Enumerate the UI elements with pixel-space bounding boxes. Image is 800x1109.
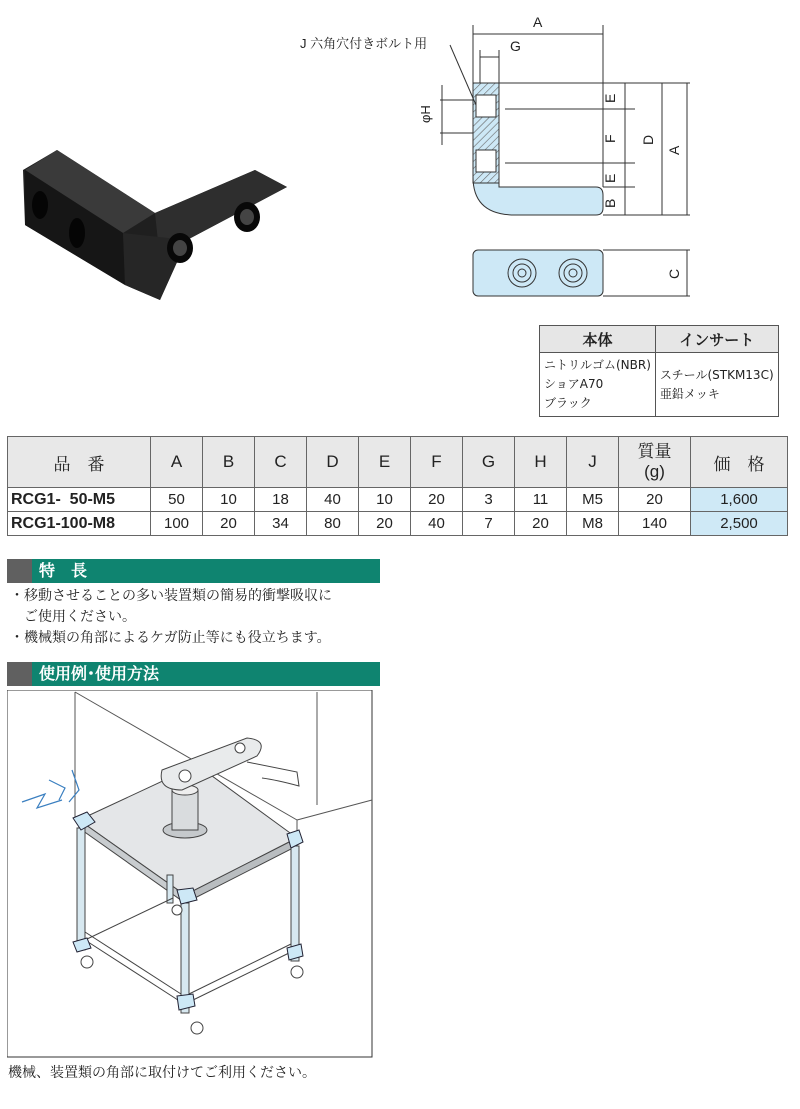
product-photo bbox=[15, 145, 295, 305]
cell: 10 bbox=[203, 488, 255, 512]
dim-e-1: E bbox=[602, 93, 618, 103]
material-body-cell bbox=[540, 353, 656, 417]
material-header-body: 本体 bbox=[540, 326, 656, 353]
insert-line: 亜鉛メッキ bbox=[659, 386, 720, 401]
cell-price: 2,500 bbox=[691, 512, 788, 536]
cell: 140 bbox=[619, 512, 691, 536]
cell: 40 bbox=[411, 512, 463, 536]
dim-h: φH bbox=[418, 105, 433, 123]
dim-e-2: E bbox=[602, 173, 618, 183]
spec-table bbox=[7, 436, 788, 536]
header-j: J bbox=[567, 437, 619, 488]
header-part-number: 品 番 bbox=[8, 437, 151, 488]
dim-c: C bbox=[666, 268, 682, 279]
feature-line: ・移動させることの多い装置類の簡易的衝撃吸収に bbox=[10, 588, 332, 604]
cell: 20 bbox=[203, 512, 255, 536]
cell: 40 bbox=[307, 488, 359, 512]
cell-price: 1,600 bbox=[691, 488, 788, 512]
body-line: ニトリルゴム(NBR) bbox=[544, 358, 651, 372]
body-line: ショアA70 bbox=[544, 377, 604, 391]
header-a: A bbox=[151, 437, 203, 488]
technical-drawing bbox=[290, 5, 710, 310]
features-list bbox=[10, 586, 332, 649]
header-price: 価 格 bbox=[691, 437, 788, 488]
feature-line: ご使用ください。 bbox=[10, 609, 136, 625]
material-table bbox=[539, 325, 779, 417]
features-heading: 特 長 bbox=[7, 559, 380, 583]
header-d: D bbox=[307, 437, 359, 488]
cell: 20 bbox=[411, 488, 463, 512]
cell: M5 bbox=[567, 488, 619, 512]
header-f: F bbox=[411, 437, 463, 488]
header-b: B bbox=[203, 437, 255, 488]
hole-note: J 六角穴付きボルト用 bbox=[300, 36, 428, 51]
cell: M8 bbox=[567, 512, 619, 536]
dim-f: F bbox=[602, 134, 618, 143]
cell: 80 bbox=[307, 512, 359, 536]
insert-line: スチール(STKM13C) bbox=[659, 367, 774, 382]
material-insert-cell bbox=[655, 353, 778, 417]
feature-line: ・機械類の角部によるケガ防止等にも役立ちます。 bbox=[10, 630, 331, 646]
table-row bbox=[8, 512, 788, 536]
cell: 3 bbox=[463, 488, 515, 512]
cell: 100 bbox=[151, 512, 203, 536]
cell: 11 bbox=[515, 488, 567, 512]
usage-heading: 使用例･使用方法 bbox=[7, 662, 380, 686]
usage-illustration bbox=[7, 690, 373, 1058]
cell: 34 bbox=[255, 512, 307, 536]
dim-g: G bbox=[510, 38, 521, 54]
dim-a-side: A bbox=[666, 145, 682, 155]
table-row bbox=[8, 488, 788, 512]
cell-part-number: RCG1- 50-M5 bbox=[8, 488, 151, 512]
usage-caption: 機械、装置類の角部に取付けてご利用ください。 bbox=[8, 1065, 316, 1081]
header-c: C bbox=[255, 437, 307, 488]
material-header-insert: インサート bbox=[655, 326, 778, 353]
header-e: E bbox=[359, 437, 411, 488]
spec-header-row bbox=[8, 437, 788, 488]
dim-d: D bbox=[640, 134, 656, 145]
header-g: G bbox=[463, 437, 515, 488]
cell: 7 bbox=[463, 512, 515, 536]
cell: 20 bbox=[359, 512, 411, 536]
cell: 50 bbox=[151, 488, 203, 512]
cell: 18 bbox=[255, 488, 307, 512]
cell: 10 bbox=[359, 488, 411, 512]
dim-b: B bbox=[602, 198, 618, 208]
cell-part-number: RCG1-100-M8 bbox=[8, 512, 151, 536]
cell: 20 bbox=[515, 512, 567, 536]
cell: 20 bbox=[619, 488, 691, 512]
header-weight: 質量 (g) bbox=[619, 437, 691, 488]
header-h: H bbox=[515, 437, 567, 488]
body-line: ブラック bbox=[544, 396, 592, 410]
dim-a-top: A bbox=[533, 14, 543, 30]
